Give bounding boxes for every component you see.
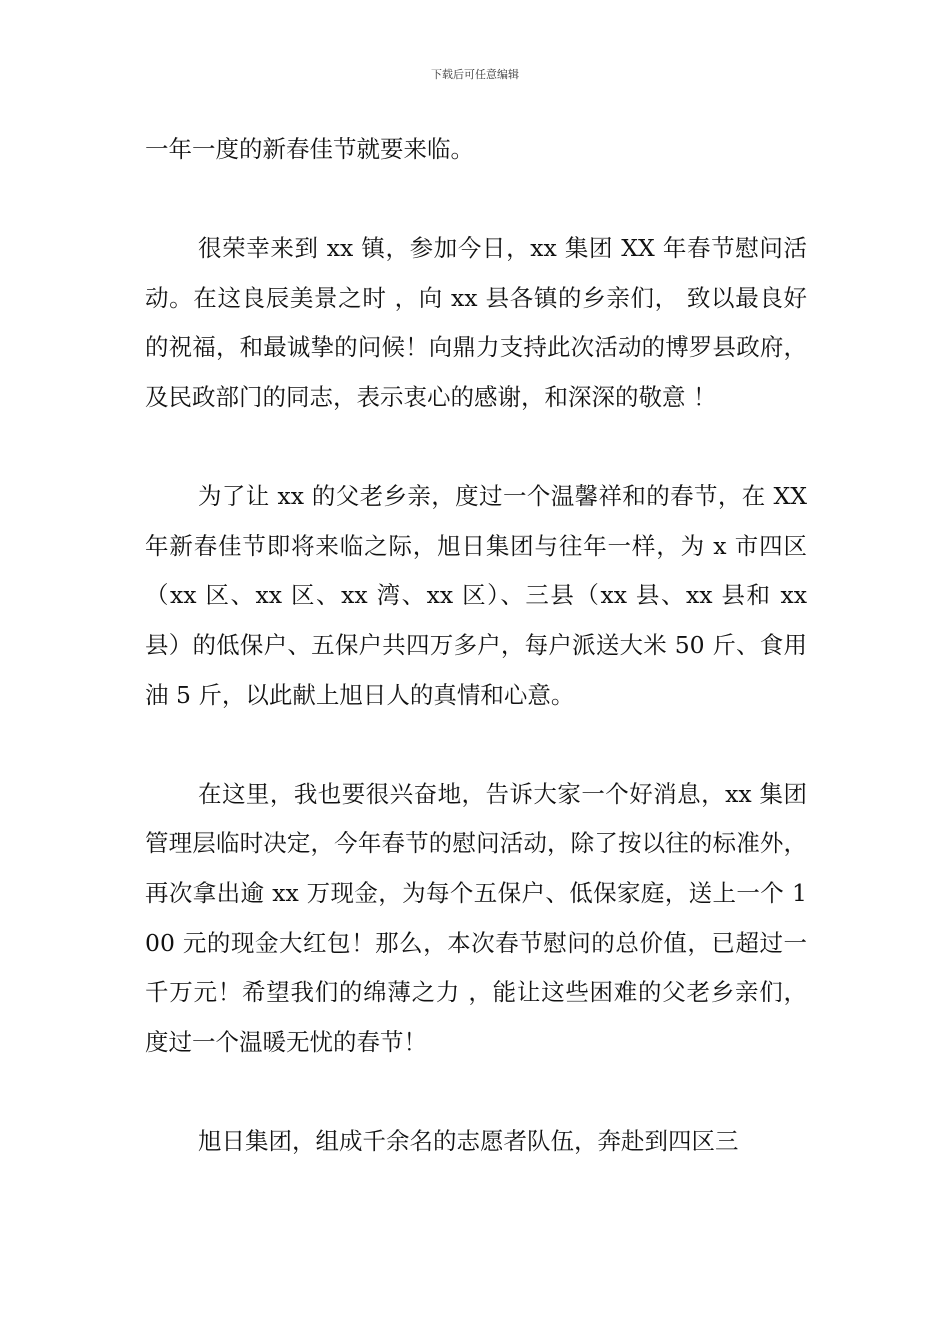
paragraph-volunteers: 旭日集团，组成千余名的志愿者队伍，奔赴到四区三 [198, 1126, 739, 1155]
paragraph-announcement: 在这里，我也要很兴奋地，告诉大家一个好消息，xx 集团管理层临时决定，今年春节的慰问活动，除了按以往的标准外，再次拿出逾 xx 万现金，为每个五保户、低保家庭，送上一个 100 元的现金大红包！那么，本次春节慰问的总价值，已超过一千万元！希望我们的绵薄之力 ，能让这些困难的父老乡亲们，度过一个温暖无忧的春节！ [145, 779, 807, 1056]
paragraph-distribution: 为了让 xx 的父老乡亲，度过一个温馨祥和的春节，在 XX 年新春佳节即将来临之际，旭日集团与往年一样，为 x 市四区（xx 区、xx 区、xx 湾、xx 区）、三县（xx 县、xx 县和 xx 县）的低保户、五保户共四万多户，每户派送大米 50 斤、食用油 5 斤，以此献上旭日人的真情和心意。 [145, 482, 807, 709]
document-body [145, 125, 807, 1216]
paragraph-greeting: 很荣幸来到 xx 镇，参加今日，xx 集团 XX 年春节慰问活动。在这良辰美景之时 ，向 xx 县各镇的乡亲们， 致以最良好的祝福，和最诚挚的问候！向鼎力支持此次活动的博罗县政府，及民政部门的同志，表示衷心的感谢，和深深的敬意 ！ [145, 234, 807, 411]
paragraph-opening: 一年一度的新春佳节就要来临。 [145, 135, 474, 163]
page-header-note: 下载后可任意编辑 [431, 68, 519, 81]
